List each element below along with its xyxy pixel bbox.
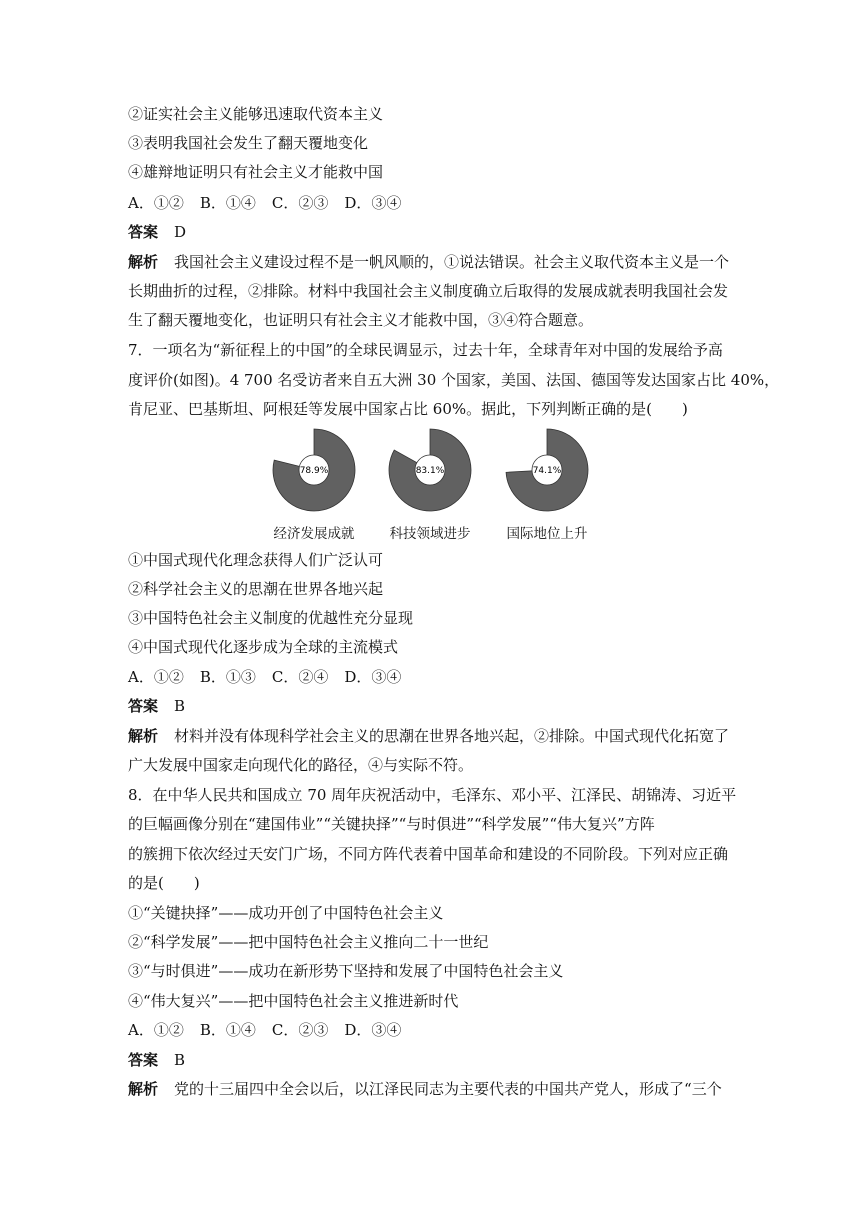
q8-answer xyxy=(128,1050,185,1070)
q7-stem-line-2: 度评价(如图)。4 700 名受访者来自五大洲 30 个国家，美国、法国、德国等发达国家占比 40%， xyxy=(128,371,780,389)
q7-analysis-line-1 xyxy=(128,726,729,746)
q8-option-d: D．③④ xyxy=(344,1021,402,1039)
q8-option-c: C．②③ xyxy=(271,1021,329,1039)
pie-status xyxy=(505,428,589,512)
pie-economy-value: 78.9% xyxy=(299,466,329,476)
q7-options xyxy=(128,667,417,687)
q6-item-2: ②证实社会主义能够迅速取代资本主义 xyxy=(128,105,384,123)
pie-status-caption: 国际地位上升 xyxy=(506,526,588,542)
answer-label: 答案 xyxy=(128,697,159,715)
analysis-label: 解析 xyxy=(128,253,159,271)
q6-option-c: C．②③ xyxy=(271,194,329,212)
pie-economy-caption: 经济发展成就 xyxy=(273,526,355,542)
q7-item-3: ③中国特色社会主义制度的优越性充分显现 xyxy=(128,609,414,627)
analysis-text: 我国社会主义建设过程不是一帆风顺的，①说法错误。社会主义取代资本主义是一个 xyxy=(174,253,730,271)
q6-option-b: B．①④ xyxy=(199,194,256,212)
q7-option-c: C．②④ xyxy=(271,668,329,686)
q8-item-3: ③“与时俱进”——成功在新形势下坚持和发展了中国特色社会主义 xyxy=(128,962,564,980)
q8-item-2: ②“科学发展”——把中国特色社会主义推向二十一世纪 xyxy=(128,933,489,951)
pie-status-value: 74.1% xyxy=(532,466,562,476)
q8-option-b: B．①④ xyxy=(199,1021,256,1039)
q8-options xyxy=(128,1020,417,1040)
q7-option-b: B．①③ xyxy=(199,668,256,686)
answer-value: B xyxy=(174,697,186,715)
q6-analysis-line-2: 长期曲折的过程，②排除。材料中我国社会主义制度确立后取得的发展成就表明我国社会发 xyxy=(128,282,729,300)
answer-value: B xyxy=(174,1051,186,1069)
q8-analysis-line-1 xyxy=(128,1079,722,1099)
answer-label: 答案 xyxy=(128,223,159,241)
q6-item-3: ③表明我国社会发生了翻天覆地变化 xyxy=(128,134,369,152)
q8-stem-line-2: 的巨幅画像分别在“建国伟业”“关键抉择”“与时俱进”“科学发展”“伟大复兴”方阵 xyxy=(128,815,655,833)
q7-item-4: ④中国式现代化逐步成为全球的主流模式 xyxy=(128,638,399,656)
q6-analysis-line-1 xyxy=(128,252,729,272)
q7-answer xyxy=(128,696,185,716)
q6-analysis-line-3: 生了翻天覆地变化，也证明只有社会主义才能救中国，③④符合题意。 xyxy=(128,311,594,329)
q7-stem-line-1: 7．一项名为“新征程上的中国”的全球民调显示，过去十年，全球青年对中国的发展给予高 xyxy=(128,341,723,359)
q7-item-1: ①中国式现代化理念获得人们广泛认可 xyxy=(128,551,384,569)
q8-stem-line-3: 的簇拥下依次经过天安门广场，不同方阵代表着中国革命和建设的不同阶段。下列对应正确 xyxy=(128,845,729,863)
q7-option-a: A．①② xyxy=(128,668,184,686)
analysis-label: 解析 xyxy=(128,1080,159,1098)
pie-technology-caption: 科技领域进步 xyxy=(389,526,471,542)
q8-stem-line-4: 的是( ) xyxy=(128,874,200,892)
q6-item-4: ④雄辩地证明只有社会主义才能救中国 xyxy=(128,163,384,181)
pie-technology-value: 83.1% xyxy=(415,466,445,476)
q6-options xyxy=(128,193,417,213)
q8-stem-line-1: 8．在中华人民共和国成立 70 周年庆祝活动中，毛泽东、邓小平、江泽民、胡锦涛、习近平 xyxy=(128,786,737,804)
answer-label: 答案 xyxy=(128,1051,159,1069)
q6-option-d: D．③④ xyxy=(344,194,402,212)
q8-item-4: ④“伟大复兴”——把中国特色社会主义推进新时代 xyxy=(128,992,459,1010)
q7-item-2: ②科学社会主义的思潮在世界各地兴起 xyxy=(128,580,384,598)
q7-stem-line-3: 肯尼亚、巴基斯坦、阿根廷等发展中国家占比 60%。据此，下列判断正确的是( ) xyxy=(128,400,688,418)
answer-value: D xyxy=(174,223,187,241)
analysis-label: 解析 xyxy=(128,727,159,745)
pie-economy xyxy=(272,428,356,512)
analysis-text: 党的十三届四中全会以后，以江泽民同志为主要代表的中国共产党人，形成了“三个 xyxy=(174,1080,722,1098)
q6-option-a: A．①② xyxy=(128,194,184,212)
pie-charts xyxy=(260,428,600,546)
q8-option-a: A．①② xyxy=(128,1021,184,1039)
pie-technology xyxy=(388,428,472,512)
q7-option-d: D．③④ xyxy=(344,668,402,686)
q6-answer xyxy=(128,222,186,242)
q7-analysis-line-2: 广大发展中国家走向现代化的路径，④与实际不符。 xyxy=(128,756,474,774)
analysis-text: 材料并没有体现科学社会主义的思潮在世界各地兴起，②排除。中国式现代化拓宽了 xyxy=(174,727,730,745)
q8-item-1: ①“关键抉择”——成功开创了中国特色社会主义 xyxy=(128,904,444,922)
